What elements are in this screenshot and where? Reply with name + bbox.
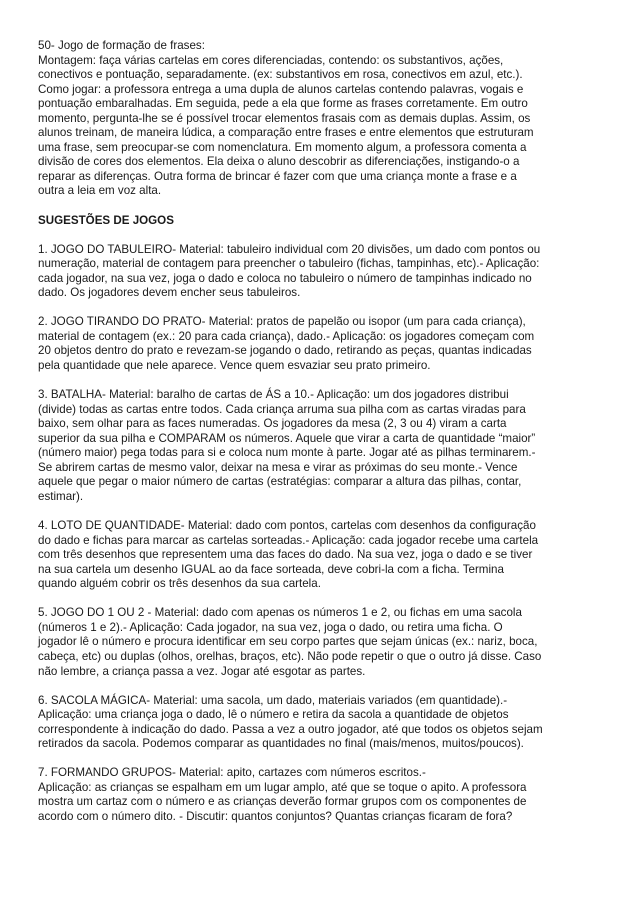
game-5-paragraph [38,606,603,679]
paragraph-line: na sua cartela um desenho IGUAL ao da face sorteada, deve cobri-la com a ficha. Termina [38,562,504,576]
paragraph-line: cada jogador, na sua vez, joga o dado e coloca no tabuleiro o número de tampinhas indicado no [38,271,532,285]
paragraph-line: momento, pergunta-lhe se é possível trocar elementos frasais com as demais duplas. Assim, os [38,111,531,125]
paragraph-line: 1. JOGO DO TABULEIRO- Material: tabuleiro individual com 20 divisões, um dado com pontos ou [38,242,541,256]
paragraph-line: Aplicação: uma criança joga o dado, lê o número e retira da sacola a quantidade de objetos [38,708,509,722]
paragraph-line: Aplicação: as crianças se espalham em um lugar amplo, até que se toque o apito. A professora [38,780,527,794]
paragraph-line: cabeça, etc) ou duplas (olhos, orelhas, braços, etc). Não pode repetir o que o outro já disse. Caso [38,649,542,663]
heading-line: SUGESTÕES DE JOGOS [38,213,174,227]
section-heading [38,214,603,229]
game-3-paragraph [38,388,603,504]
paragraph-line: Se abrirem cartas de mesmo valor, deixar na mesa e virar as próximas do seu monte.- Vence [38,460,518,474]
paragraph-line: 6. SACOLA MÁGICA- Material: uma sacola, um dado, materiais variados (em quantidade).- [38,693,508,707]
game-6-paragraph [38,694,603,752]
paragraph-line: estimar). [38,489,84,503]
paragraph-line: reparar as diferenças. Outra forma de brincar é fazer com que uma criança monte a frase e a [38,169,517,183]
game-2-paragraph [38,315,603,373]
paragraph-line: outra a leia em voz alta. [38,184,162,198]
paragraph-line: Como jogar: a professora entrega a uma dupla de alunos cartelas contendo palavras, vogais e [38,82,524,96]
paragraph-line: alunos treinam, de maneira lúdica, a comparação entre frases e entre elementos que estruturam [38,126,534,140]
game-7-paragraph [38,766,603,824]
paragraph-line: retirados da sacola. Podemos comparar as quantidades no final (mais/menos, muitos/poucos). [38,737,524,751]
document-page [38,39,603,839]
paragraph-line: com três desenhos que representem uma das faces do dado. Na sua vez, joga o dado e se tiver [38,548,533,562]
paragraph-line: uma frase, sem preocupar-se com nomenclatura. Em momento algum, a professora comenta a [38,140,527,154]
paragraph-line: 2. JOGO TIRANDO DO PRATO- Material: pratos de papelão ou isopor (um para cada criança), [38,315,526,329]
paragraph-line: jogador lê o número e procura identificar em seu corpo partes que sejam únicas (ex.: nariz, boca, [38,635,538,649]
paragraph-line: 3. BATALHA- Material: baralho de cartas de ÁS a 10.- Aplicação: um dos jogadores distribui [38,388,509,402]
game-1-paragraph [38,243,603,301]
paragraph-line: quando alguém cobrir os três desenhos da sua cartela. [38,577,321,591]
paragraph-line: pontuação embaralhadas. Em seguida, pede a ela que forme as frases corretamente. Em outro [38,97,528,111]
paragraph-line: mostra um cartaz com o número e as crianças deverão formar grupos com os componentes de [38,795,527,809]
paragraph-line: aquele que pegar o maior número de cartas (estratégias: comparar a altura das pilhas, contar, [38,475,522,489]
paragraph-line: do dado e fichas para marcar as cartelas sorteadas.- Aplicação: cada jogador recebe uma cartela [38,533,539,547]
paragraph-line: dado. Os jogadores devem encher seus tabuleiros. [38,286,301,300]
paragraph-line: 7. FORMANDO GRUPOS- Material: apito, cartazes com números escritos.- [38,766,426,780]
paragraph-line: baixo, sem olhar para as faces numeradas. Os jogadores da mesa (2, 3 ou 4) viram a carta [38,417,507,431]
paragraph-line: acordo com o número dito. - Discutir: quantos conjuntos? Quantas crianças ficaram de fora? [38,809,513,823]
paragraph-line: Montagem: faça várias cartelas em cores diferenciadas, contendo: os substantivos, ações, [38,53,504,67]
paragraph-line: (números 1 e 2).- Aplicação: Cada jogador, na sua vez, joga o dado, ou retira uma ficha. O [38,620,503,634]
paragraph-line: conectivos e pontuação, separadamente. (ex: substantivos em rosa, conectivos em azul, etc.). [38,68,523,82]
game-50-paragraph [38,39,603,199]
paragraph-line: 20 objetos dentro do prato e revezam-se jogando o dado, retirando as peças, quantas indicadas [38,344,532,358]
paragraph-line: superior da sua pilha e COMPARAM os números. Aquele que virar a carta de quantidade “maior” [38,431,536,445]
paragraph-line: 5. JOGO DO 1 OU 2 - Material: dado com apenas os números 1 e 2, ou fichas em uma sacola [38,606,522,620]
paragraph-line: 4. LOTO DE QUANTIDADE- Material: dado com pontos, cartelas com desenhos da configuração [38,519,536,533]
game-4-paragraph [38,519,603,592]
paragraph-line: divisão de cores dos elementos. Ela deixa o aluno descobrir as diferenciações, instigando-o a [38,155,520,169]
paragraph-line: material de contagem (ex.: 20 para cada criança), dado.- Aplicação: os jogadores começam com [38,329,535,343]
paragraph-line: numeração, material de contagem para preencher o tabuleiro (fichas, tampinhas, etc).- Aplicação: [38,257,540,271]
paragraph-line: não lembre, a criança passa a vez. Jogar até esgotar as partes. [38,664,366,678]
paragraph-line: (divide) todas as cartas entre todos. Cada criança arruma sua pilha com as cartas viradas para [38,402,526,416]
paragraph-line: 50- Jogo de formação de frases: [38,39,205,52]
paragraph-line: correspondente à indicação do dado. Passa a vez a outro jogador, até que todos os objetos sejam [38,722,543,736]
paragraph-line: (número maior) pega todas para si e coloca num monte à parte. Jogar até as pilhas terminarem.- [38,446,536,460]
paragraph-line: pela quantidade que nele aparece. Vence quem esvaziar seu prato primeiro. [38,359,431,373]
